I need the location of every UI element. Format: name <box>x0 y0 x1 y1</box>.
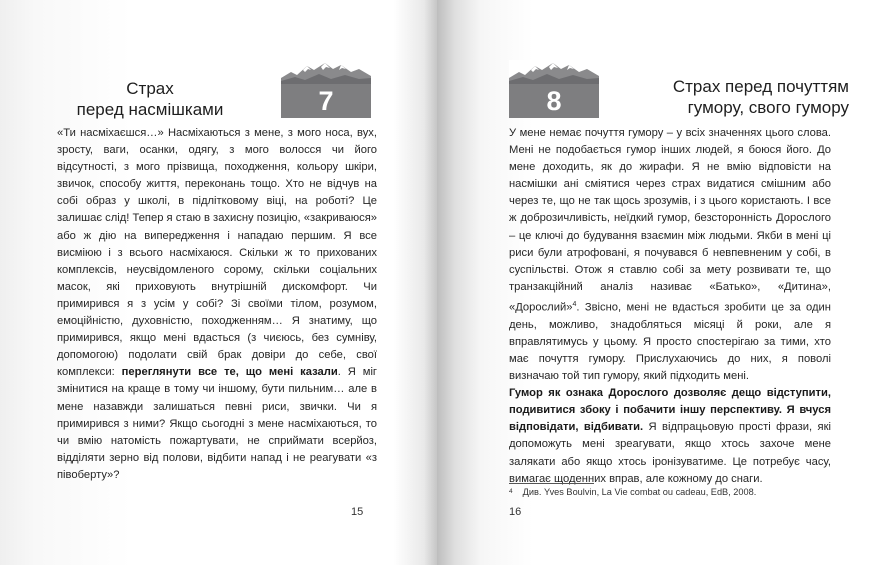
body-text: У мене немає почуття гумору – у всіх значеннях цього слова. Мені не подобається гумор інших людей, я боюся його. До мене доходить, як до жирафи. Я не вмію відповісти на насмішки ані сміятися через страх видатися смішним або через те, що не так щось зрозумів, і з цього користають. І все ж доброзичливість, неїдкий гумор, безсторонність Дорослого – це ключі до будування взаємин між людьми. Якби в мені ці риси були атрофовані, я почувався б невпевненим у собі, в суспільстві. Отож я ставлю собі за мету розвивати те, що транзакційний аналіз називає «Батько», «Дитина», «Дорослий» <box>509 127 831 314</box>
footnote-marker: 4 <box>509 488 513 495</box>
chapter-body <box>509 125 831 488</box>
chapter-number: 8 <box>509 84 599 118</box>
body-text: . Я міг змінитися на краще в тому чи іншому, бути пильним… але в мене назавжди залишаться певні риси, звички. Чи я примирився з ними? Якщо сьогодні з мене насміхаються, то чи вмію натомість пожартувати, не сприймати всерйоз, відділяти зерно від полови, відбити напад і не реагувати «з півоберту»? <box>57 366 378 481</box>
emphasized-text: Гумор як ознака Дорослого дозволяє дещо відступити, подивитися збоку і побачити іншу перспективу. Я вчуся відповідати, відбивати. <box>509 387 831 434</box>
chapter-title-line: Страх <box>126 79 174 98</box>
chapter-badge <box>509 60 599 118</box>
mountain-range-icon <box>509 60 599 84</box>
chapter-number: 7 <box>281 84 371 118</box>
footnote <box>509 486 839 498</box>
page-number: 15 <box>351 506 364 518</box>
chapter-badge <box>281 60 371 118</box>
body-text: «Ти насміхаєшся…» Насміхаються з мене, з мого носа, вух, зросту, ваги, осанки, одягу, з мого волосся чи його відсутності, з мого прізвища, походження, кольору шкіри, звичок, способу життя, переконань тощо. Хто не відчув на собі образ у школі, в підлітковому віці, на роботі? Це залишає слід! Тепер я стаю в захисну позицію, «закриваюся» або ж дію на випередження і нападаю першим. Я все висміюю і з всього насміхаюся. Скільки ж то прихованих комплексів, неусвідомленого сорому, скільки соціальних масок, які приховують внутрішній дискомфорт. Чи примирився я з усім у собі? Зі своїми тілом, розумом, емоційністю, духовністю, походженням… Я знатиму, що примирився, якщо мені вдасться (з чиєюсь, без сумніву, допомогою) подолати свій брак довіри до себе, свої комплекси: <box>57 127 378 379</box>
right-page <box>437 0 873 565</box>
body-text: Я відпрацьовую прості фрази, які допоможуть мені зреагувати, якщо хтось захоче мене залякати або якщо хтось іронізуватиме. Це потребує часу, вимагає щоденних вправ, але кожному до снаги. <box>509 421 831 485</box>
body-text: . Звісно, мені не вдасться зробити це за один день, можливо, знадобляться місяці й роки, але я вправлятимусь у цьому. Я просто спостерігаю за тими, хто має почуття гумору. Прислухаючись до них, я поволі визначаю той тип гумору, який підходить мені. <box>509 301 831 383</box>
page-number: 16 <box>509 506 522 518</box>
chapter-title <box>40 78 260 120</box>
chapter-title-line: перед насмішками <box>76 100 224 119</box>
chapter-title-line: гумору, свого гумору <box>687 98 849 117</box>
footnote-divider <box>509 483 594 484</box>
footnote-text: Див. Yves Boulvin, La Vie combat ou cadeau, EdB, 2008. <box>522 487 757 497</box>
emphasized-text: переглянути все те, що мені казали <box>121 366 338 379</box>
chapter-body <box>57 125 377 484</box>
chapter-title-line: Страх перед почуттям <box>672 77 849 96</box>
chapter-title <box>627 76 849 118</box>
footnote-reference[interactable]: 4 <box>572 300 577 308</box>
mountain-range-icon <box>281 60 371 84</box>
